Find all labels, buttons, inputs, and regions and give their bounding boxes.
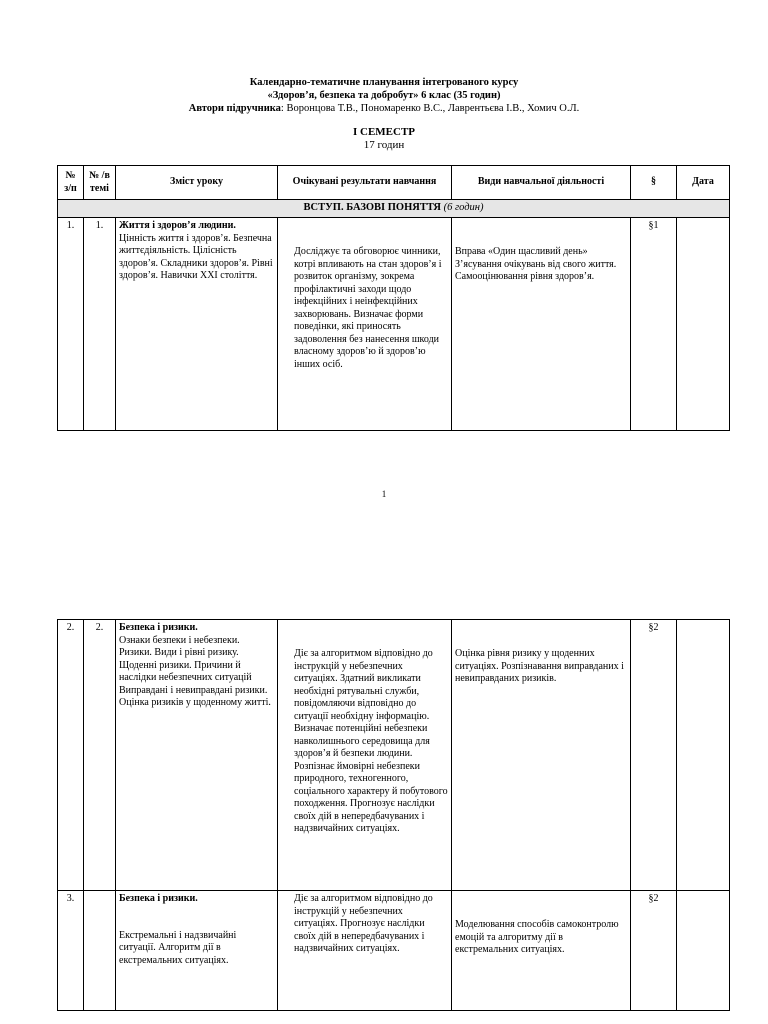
document-title [0, 76, 768, 115]
lesson-activities: Вправа «Один щасливий день» З’ясування очікувань від свого життя. Самооцінювання рівня здоров’я. [452, 218, 631, 431]
lesson-topic: Життя і здоров’я людини. [119, 220, 236, 231]
lesson-date [677, 218, 730, 431]
authors-label: Автори підручника [188, 103, 281, 114]
lesson-no-topic: 2. [84, 620, 116, 891]
header-results: Очікувані результати навчання [278, 166, 452, 200]
lesson-results: Діє за алгоритмом відповідно до інструкцій у небезпечних ситуаціях. Прогнозує наслідки своїх дій в непередбачуваних і надзвичайних ситуаціях. [278, 891, 452, 1011]
title-line-1: Календарно-тематичне планування інтегрованого курсу [249, 77, 519, 88]
page-number: 1 [381, 489, 387, 499]
semester-heading [0, 126, 768, 152]
table-row [58, 620, 730, 891]
semester-hours: 17 годин [363, 139, 405, 151]
lesson-results: Досліджує та обговорює чинники, котрі впливають на стан здоров’я і розвиток організму, зокрема профілактичні заходи щодо інфекційних і неінфекційних захворювань. Визначає форми поведінки, які приносять задоволення без нанесення шкоди власному здоров’ю й здоров’ю інших осіб. [278, 218, 452, 431]
lesson-paragraph: §1 [631, 218, 677, 431]
lesson-activities: Оцінка рівня ризику у щоденних ситуаціях. Розпізнавання виправданих і невиправданих ризиків. [452, 620, 631, 891]
lesson-content: Екстремальні і надзвичайні ситуації. Алгоритм дії в екстремальних ситуаціях. [119, 929, 237, 966]
authors-line [0, 102, 768, 115]
header-date: Дата [677, 166, 730, 200]
authors-names: : Воронцова Т.В., Пономаренко В.С., Лаврентьєва І.В., Хомич О.Л. [280, 103, 580, 114]
table-header-row [58, 166, 730, 200]
lesson-activities: Моделювання способів самоконтролю емоцій та алгоритму дії в екстремальних ситуаціях. [452, 891, 631, 1011]
lesson-content-cell [116, 218, 278, 431]
planning-table-page-1 [57, 165, 730, 431]
section-row [58, 200, 730, 218]
lesson-results: Діє за алгоритмом відповідно до інструкцій у небезпечних ситуаціях. Здатний викликати необхідні рятувальні служби, повідомляючи відповідно до ситуації необхідну інформацію. Визначає потенційні небезпеки навколишнього середовища для здоров’я й безпеки людини. Розпізнає ймовірні небезпеки природного, техногенного, соціального характеру й побутового походження. Прогнозує наслідки своїх дій в непередбачуваних і надзвичайних ситуаціях. [278, 620, 452, 891]
planning-table-page-2 [57, 619, 730, 1011]
header-content: Зміст уроку [116, 166, 278, 200]
header-no-topic: № /в темі [84, 166, 116, 200]
lesson-no-topic [84, 891, 116, 1011]
lesson-no: 1. [58, 218, 84, 431]
lesson-paragraph: §2 [631, 891, 677, 1011]
lesson-no-topic: 1. [84, 218, 116, 431]
lesson-no: 2. [58, 620, 84, 891]
title-line-2: «Здоров’я, безпека та добробут» 6 клас (35 годин) [267, 90, 501, 101]
lesson-date [677, 891, 730, 1011]
header-paragraph: § [631, 166, 677, 200]
lesson-topic: Безпека і ризики. [119, 893, 198, 904]
table-row [58, 891, 730, 1011]
lesson-content-cell [116, 891, 278, 1011]
lesson-content-cell [116, 620, 278, 891]
lesson-date [677, 620, 730, 891]
header-activities: Види навчальної діяльності [452, 166, 631, 200]
lesson-no: 3. [58, 891, 84, 1011]
semester-title: І СЕМЕСТР [352, 126, 416, 138]
lesson-content: Цінність життя і здоров’я. Безпечна життєдіяльність. Цілісність здоров’я. Складники здоров’я. Рівні здоров’я. Навички ХХІ століття. [119, 232, 273, 281]
lesson-paragraph: §2 [631, 620, 677, 891]
lesson-content: Ознаки безпеки і небезпеки. Ризики. Види і рівні ризику. Щоденні ризики. Причини й наслідки небезпечних ситуацій Виправдані і невиправдані ризики. Оцінка ризиків у щоденному житті. [119, 634, 271, 708]
section-title: ВСТУП. БАЗОВІ ПОНЯТТЯ (6 годин) [58, 200, 730, 218]
lesson-topic: Безпека і ризики. [119, 622, 198, 633]
table-row [58, 218, 730, 431]
header-no: № з/п [58, 166, 84, 200]
